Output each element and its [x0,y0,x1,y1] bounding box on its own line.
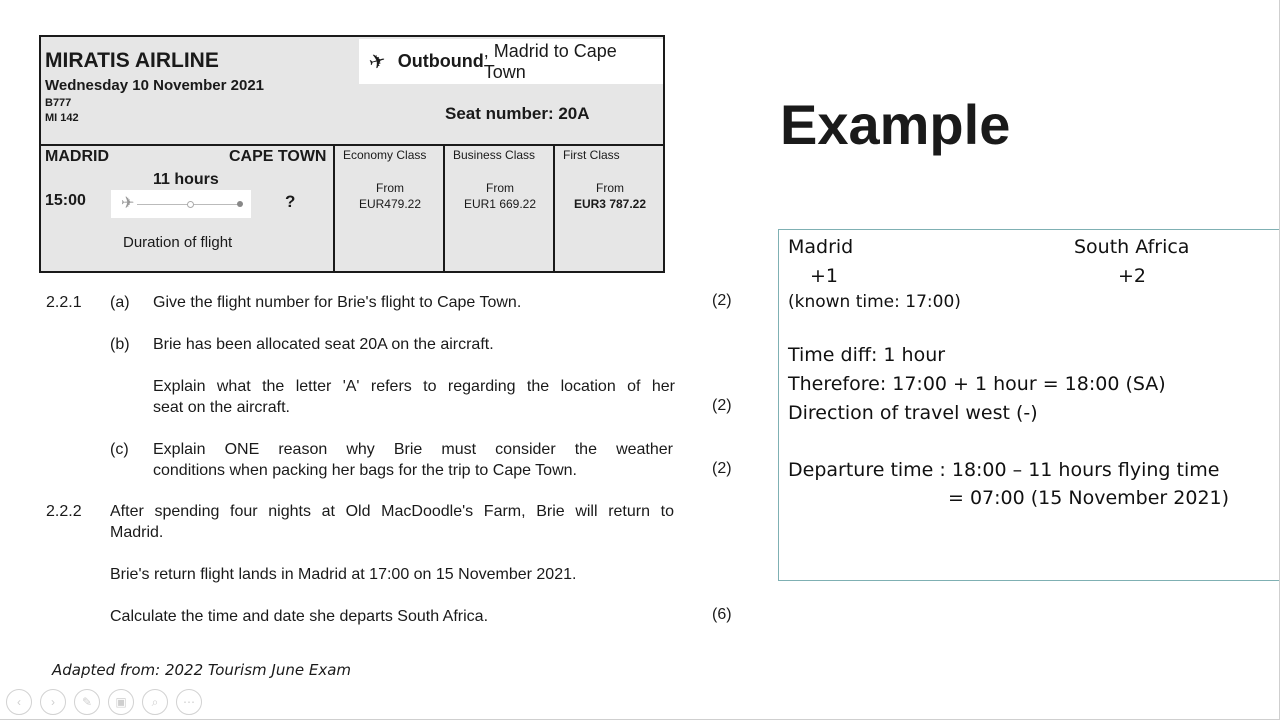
flight-duration-hours: 11 hours [153,171,219,188]
south-africa-label: South Africa [1074,236,1190,258]
route-graphic [111,190,251,218]
class-name: Business Class [453,148,536,162]
question-b-text-3: seat on the aircraft. [153,399,290,416]
route-plane-icon: ✈ [121,195,135,212]
known-time: (known time: 17:00) [788,292,961,312]
pen-icon[interactable]: ✎ [74,689,100,715]
departure-time: 15:00 [45,192,86,209]
question-c-text-2: conditions when packing her bags for the trip to Cape Town. [153,462,577,479]
madrid-label: Madrid [788,236,854,258]
south-africa-timezone: +2 [1118,265,1147,287]
outbound-route: , Madrid to Cape Town [483,40,617,82]
more-icon[interactable]: ⋯ [176,689,202,715]
flight-number: MI 142 [45,112,79,124]
class-price [335,180,445,212]
travel-direction: Direction of travel west (-) [788,402,1038,424]
time-difference: Time diff: 1 hour [788,344,946,366]
source-citation: Adapted from: 2022 Tourism June Exam [52,661,352,679]
class-price [555,180,665,212]
origin-city: MADRID [45,148,109,165]
departure-result: = 07:00 (15 November 2021) [948,487,1230,509]
price-from-label: From [376,181,404,195]
previous-icon[interactable]: ‹ [6,689,32,715]
zoom-icon[interactable]: ⌕ [142,689,168,715]
sub-question-label: (b) [110,336,130,353]
seat-number: Seat number: 20A [445,104,590,123]
outbound-label: Outbound [397,51,484,71]
question-a-text: Give the flight number for Brie's flight to Cape Town. [153,294,522,311]
sub-question-label: (a) [110,294,130,311]
class-name: First Class [563,148,620,162]
flight-date: Wednesday 10 November 2021 [45,77,265,94]
question-b-text-2: Explain what the letter 'A' refers to regarding the location of her [153,378,675,395]
arrival-time-unknown: ? [285,192,296,211]
question-222-text-3: Brie's return flight lands in Madrid at 17:00 on 15 November 2021. [110,566,577,583]
destination-city: CAPE TOWN [229,148,327,165]
first-class-column [553,144,665,271]
outbound-banner [359,39,663,84]
question-mark: (2) [712,460,732,477]
question-222-text-2: Madrid. [110,524,164,541]
route-endpoint [237,201,243,207]
route-midpoint [187,201,194,208]
class-price [445,180,555,212]
question-222-text-4: Calculate the time and date she departs South Africa. [110,608,489,625]
question-b-text: Brie has been allocated seat 20A on the aircraft. [153,336,494,353]
slides-icon[interactable]: ▣ [108,689,134,715]
flight-ticket [39,35,665,273]
price-value: EUR3 787.22 [573,197,647,211]
price-from-label: From [486,181,514,195]
therefore-line: Therefore: 17:00 + 1 hour = 18:00 (SA) [788,373,1166,395]
madrid-timezone: +1 [810,265,839,287]
next-icon[interactable]: › [40,689,66,715]
economy-class-column [333,144,445,271]
question-222-text: After spending four nights at Old MacDoodle's Farm, Brie will return to [110,503,674,520]
airline-name: MIRATIS AIRLINE [45,49,219,72]
question-mark: (2) [712,292,732,309]
class-name: Economy Class [343,148,427,162]
departure-calculation: Departure time : 18:00 – 11 hours flying time [788,459,1220,481]
price-from-label: From [596,181,624,195]
presentation-toolbar [6,689,202,715]
price-value: EUR479.22 [358,197,422,211]
question-c-text: Explain ONE reason why Brie must consider the weather [153,441,673,458]
aircraft-type: B777 [45,97,72,109]
question-mark: (2) [712,397,732,414]
airplane-icon: ✈ [366,49,389,75]
question-number: 2.2.2 [46,503,82,520]
duration-label: Duration of flight [123,234,233,251]
business-class-column [443,144,555,271]
sub-question-label: (c) [110,441,129,458]
price-value: EUR1 669.22 [463,197,537,211]
question-number: 2.2.1 [46,294,82,311]
question-mark: (6) [712,606,732,623]
example-title: Example [780,93,1011,156]
